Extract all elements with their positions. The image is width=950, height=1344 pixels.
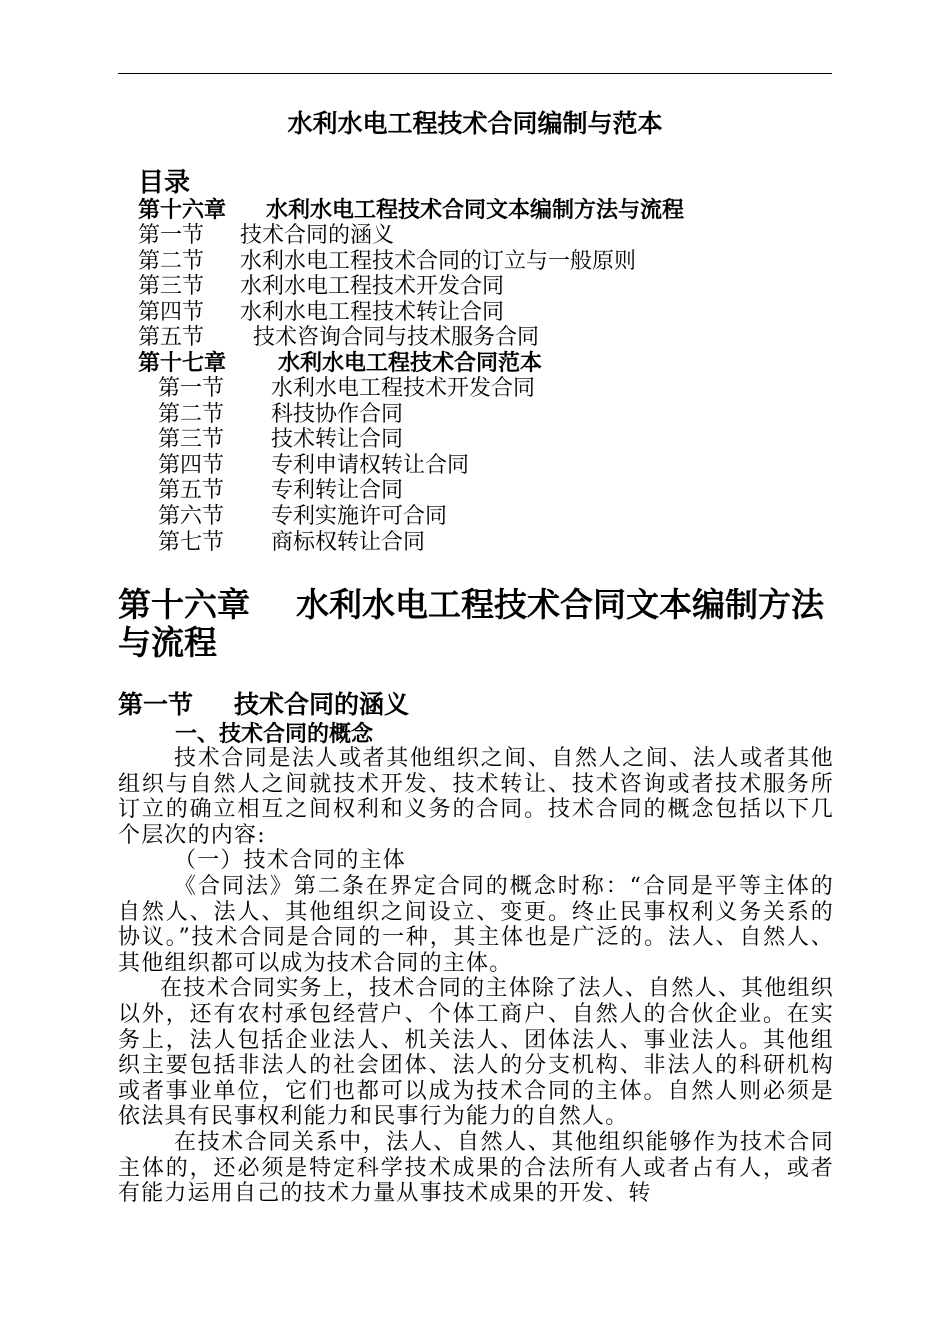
toc-section-label: 第一节 (158, 375, 225, 401)
section-heading (118, 690, 409, 720)
toc-section-16-1[interactable] (138, 223, 838, 249)
toc-chapter-label: 第十六章 (138, 198, 227, 223)
toc-section-title: 技术转让合同 (271, 427, 404, 453)
table-of-contents (138, 168, 838, 555)
toc-section-16-5[interactable] (138, 325, 838, 351)
toc-section-label: 第四节 (138, 299, 205, 325)
toc-section-label: 第三节 (158, 427, 225, 453)
toc-section-16-3[interactable] (138, 274, 838, 300)
paragraph: 技术合同是法人或者其他组织之间、自然人之间、法人或者其他组织与自然人之间就技术开发、技术转让、技术咨询或者技术服务所订立的确立相互之间权利和义务的合同。技术合同的概念包括以下几个层次的内容: (118, 746, 834, 848)
toc-section-label: 第三节 (138, 274, 205, 300)
paragraph: （一）技术合同的主体 (174, 848, 407, 874)
toc-heading: 目录 (138, 168, 191, 198)
toc-section-17-2[interactable] (138, 402, 838, 428)
sub-heading: 一、技术合同的概念 (175, 722, 374, 747)
toc-section-title: 水利水电工程技术开发合同 (240, 274, 505, 300)
toc-section-label: 第二节 (138, 248, 205, 274)
toc-chapter-title: 水利水电工程技术合同范本 (278, 350, 543, 376)
toc-section-title: 技术合同的涵义 (240, 223, 395, 248)
toc-section-17-7[interactable] (138, 530, 838, 556)
toc-section-17-5[interactable] (138, 478, 838, 504)
toc-section-title: 水利水电工程技术合同的订立与一般原则 (240, 248, 637, 274)
section-heading-label: 第一节 (118, 690, 194, 719)
chapter-heading (118, 586, 838, 662)
chapter-heading-title: 水利水电工程技术合同文本编制方法与流程 (118, 585, 824, 662)
toc-section-label: 第五节 (158, 478, 225, 504)
toc-section-label: 第七节 (158, 529, 225, 555)
toc-section-label: 第四节 (158, 452, 225, 478)
toc-section-17-6[interactable] (138, 504, 838, 530)
toc-chapter-16[interactable] (138, 198, 838, 223)
toc-section-title: 商标权转让合同 (271, 529, 426, 555)
toc-chapter-17[interactable] (138, 351, 838, 376)
section-heading-title: 技术合同的涵义 (234, 690, 410, 719)
paragraph: 《合同法》第二条在界定合同的概念时称：“合同是平等主体的自然人、法人、其他组织之间设立、变更。终止民事权利义务关系的协议。”技术合同是合同的一种，其主体也是广泛的。法人、自然人、其他组织都可以成为技术合同的主体。 (118, 873, 834, 976)
toc-section-17-3[interactable] (138, 427, 838, 453)
chapter-heading-label: 第十六章 (118, 585, 250, 624)
toc-section-title: 技术咨询合同与技术服务合同 (253, 325, 540, 351)
toc-section-16-2[interactable] (138, 249, 838, 275)
toc-section-title: 专利申请权转让合同 (271, 452, 470, 478)
toc-section-title: 专利实施许可合同 (271, 503, 448, 529)
toc-section-label: 第五节 (138, 325, 205, 351)
toc-section-label: 第一节 (138, 223, 205, 248)
toc-section-17-1[interactable] (138, 376, 838, 402)
toc-section-title: 专利转让合同 (271, 478, 404, 504)
header-rule (118, 73, 832, 74)
toc-section-label: 第二节 (158, 401, 225, 427)
toc-chapter-label: 第十七章 (138, 350, 227, 376)
toc-section-17-4[interactable] (138, 453, 838, 479)
paragraph: 在技术合同实务上，技术合同的主体除了法人、自然人、其他组织以外，还有农村承包经营户、个体工商户、自然人的合伙企业。在实务上，法人包括企业法人、机关法人、团体法人、事业法人。其他组织主要包括非法人的社会团体、法人的分支机构、非法人的科研机构或者事业单位，它们也都可以成为技术合同的主体。自然人则必须是依法具有民事权利能力和民事行为能力的自然人。 (118, 976, 834, 1130)
toc-section-title: 科技协作合同 (271, 401, 404, 427)
toc-section-title: 水利水电工程技术转让合同 (240, 299, 505, 325)
paragraph: 在技术合同关系中，法人、自然人、其他组织能够作为技术合同主体的，还必须是特定科学技术成果的合法所有人或者占有人，或者有能力运用自己的技术力量从事技术成果的开发、转 (118, 1129, 834, 1207)
toc-section-label: 第六节 (158, 503, 225, 529)
document-title: 水利水电工程技术合同编制与范本 (287, 109, 663, 138)
toc-chapter-title: 水利水电工程技术合同文本编制方法与流程 (266, 198, 685, 223)
toc-section-16-4[interactable] (138, 300, 838, 326)
toc-section-title: 水利水电工程技术开发合同 (271, 375, 536, 401)
body-text (118, 746, 834, 1207)
